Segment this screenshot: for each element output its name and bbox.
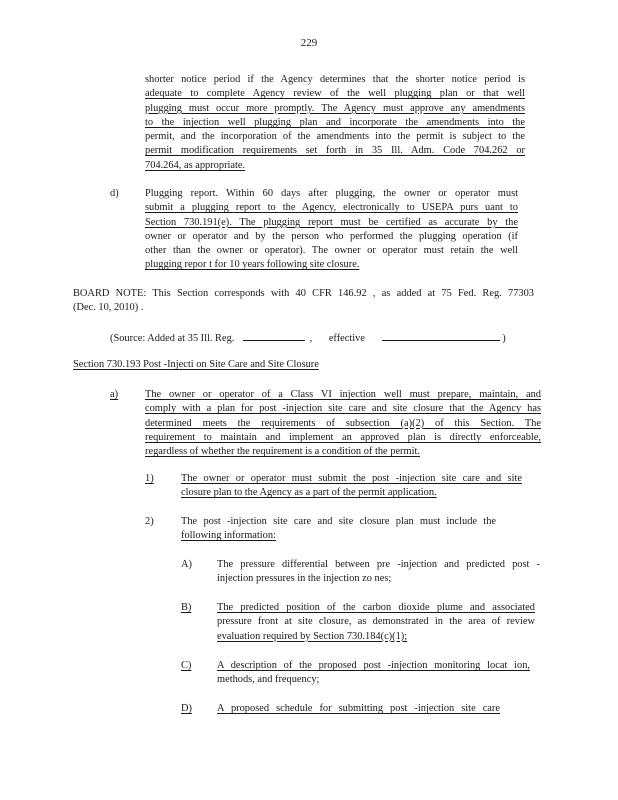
text-line: permit, and the incorporation of the amendments into the permit is subject to the <box>145 131 525 143</box>
source-effective: effective <box>328 333 365 344</box>
text-line: closure plan to the Agency as a part of the permit application. <box>181 487 437 499</box>
text-line: requirement to maintain and implement an approved plan is directly enforceable, <box>145 431 541 443</box>
text-line: Section 730.191(e). The plugging report must be certified as accurate by the <box>145 216 518 228</box>
page-number: 229 <box>300 37 318 49</box>
text-line: The pressure differential between pre -injection and predicted post - <box>217 559 540 570</box>
text-line: submit a plugging report to the Agency, electronically to USEPA purs uant to <box>145 202 518 214</box>
text-line: evaluation required by Section 730.184(c)(1); <box>217 630 408 642</box>
text-line: owner or operator and by the person who performed the plugging operation (if <box>145 230 518 242</box>
item-D-paragraph <box>217 702 500 716</box>
source-prefix: (Source: Added at 35 Ill. Reg. <box>110 333 235 344</box>
text-line: methods, and frequency; <box>217 674 320 686</box>
text-line: plugging repor t for 10 years following site closure. <box>145 259 360 271</box>
effective-blank <box>382 330 500 341</box>
text-line: other than the owner or operator). The owner or operator must retain the well <box>145 245 518 257</box>
item-1-paragraph <box>181 472 522 501</box>
text-line: A proposed schedule for submitting post -injection site care <box>217 703 500 714</box>
text-line: plugging must occur more promptly. The Agency must approve any amendments <box>145 102 525 114</box>
text-line: (Dec. 10, 2010) . <box>73 302 144 314</box>
source-suffix: ) <box>502 333 506 344</box>
item-D-label: D) <box>181 703 192 714</box>
text-line: 704.264, as appropriate. <box>145 159 246 171</box>
plugging-report-paragraph <box>145 187 518 273</box>
item-A-label: A) <box>181 559 192 570</box>
item-C-paragraph <box>217 659 530 688</box>
text-line: adequate to complete Agency review of the well plugging plan or that well <box>145 88 525 100</box>
text-line: The predicted position of the carbon dioxide plume and associated <box>217 602 535 613</box>
text-line: The post -injection site care and site closure plan must include the <box>181 516 496 527</box>
text-line: to the injection well plugging plan and incorporate the amendments into the <box>145 116 525 128</box>
item-2-paragraph <box>181 515 496 544</box>
text-line: comply with a plan for post -injection site care and site closure that the Agency has <box>145 403 541 415</box>
subsection-a-paragraph <box>145 388 541 459</box>
text-line: regardless of whether the requirement is a condition of the permit. <box>145 446 420 458</box>
item-B-paragraph <box>217 601 535 644</box>
text-line: pressure front at site closure, as demonstrated in the area of review <box>217 616 535 628</box>
text-line: injection pressures in the injection zo nes; <box>217 573 392 585</box>
text-line: Plugging report. Within 60 days after plugging, the owner or operator must <box>145 188 518 199</box>
text-line: The owner or operator of a Class VI injection well must prepare, maintain, and <box>145 389 541 400</box>
item-B-label: B) <box>181 602 192 613</box>
item-A-paragraph <box>217 558 540 587</box>
item-2-label: 2) <box>145 516 154 527</box>
item-1-label: 1) <box>145 473 154 484</box>
subsection-a-label: a) <box>110 389 119 400</box>
text-line: BOARD NOTE: This Section corresponds with 40 CFR 146.92 , as added at 75 Fed. Reg. 77303 <box>73 288 534 299</box>
text-line: determined meets the requirements of subsection (a)(2) of this Section. The <box>145 417 541 429</box>
text-line: The owner or operator must submit the post -injection site care and site <box>181 473 522 484</box>
source-line: (Source: Added at 35 Ill. Reg. , effective ) <box>110 330 510 346</box>
item-C-label: C) <box>181 660 192 671</box>
board-note <box>73 287 534 316</box>
text-line: shorter notice period if the Agency determines that the shorter notice period is <box>145 74 525 85</box>
plugging-plan-paragraph <box>145 73 525 173</box>
section-heading: Section 730.193 Post -Injecti on Site Care and Site Closure <box>73 359 319 370</box>
text-line: permit modification requirements set forth in 35 Ill. Adm. Code 704.262 or <box>145 145 525 157</box>
text-line: following information: <box>181 530 276 542</box>
text-line: A description of the proposed post -injection monitoring locat ion, <box>217 660 530 671</box>
subsection-d-label: d) <box>110 188 119 199</box>
reg-blank <box>243 330 305 341</box>
